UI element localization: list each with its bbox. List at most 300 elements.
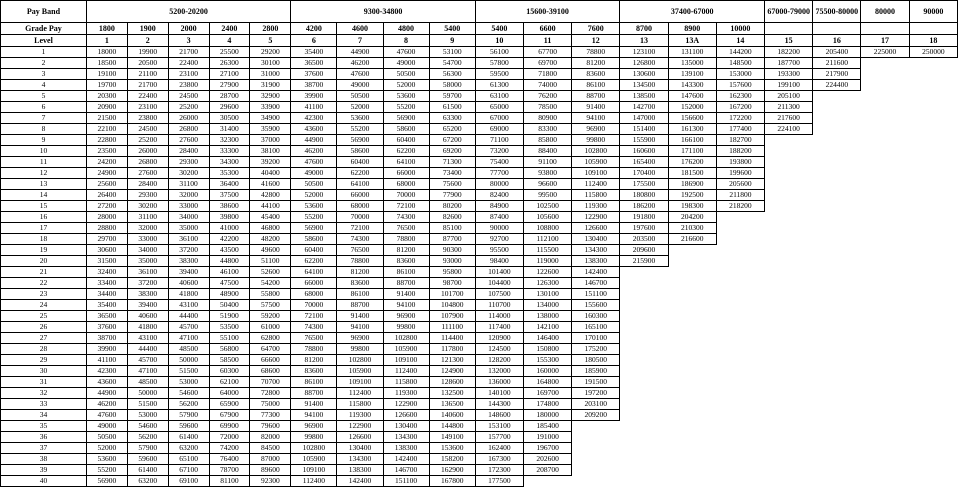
pay-cell: [716, 223, 764, 234]
pay-cell: [813, 366, 861, 377]
pay-cell: 30600: [86, 245, 127, 256]
pay-cell: 53000: [127, 410, 168, 421]
pay-cell: 99500: [523, 190, 571, 201]
pay-cell: 177500: [475, 476, 523, 487]
pay-cell: 147600: [668, 91, 716, 102]
grade-pay-cell: 4600: [337, 23, 383, 35]
pay-cell: [813, 278, 861, 289]
pay-band-header: 9300-34800: [291, 1, 475, 23]
pay-cell: 250000: [909, 47, 957, 58]
pay-cell: 130100: [523, 289, 571, 300]
pay-cell: [861, 333, 909, 344]
pay-cell: 188200: [716, 146, 764, 157]
pay-cell: 50000: [168, 355, 209, 366]
pay-cell: 22400: [127, 91, 168, 102]
pay-cell: 197200: [572, 388, 620, 399]
pay-cell: [716, 289, 764, 300]
pay-cell: 92300: [250, 476, 291, 487]
pay-cell: 28800: [86, 223, 127, 234]
level-index-cell: 11: [1, 157, 87, 168]
pay-cell: 43100: [168, 300, 209, 311]
pay-cell: 84500: [250, 443, 291, 454]
pay-cell: 101400: [475, 267, 523, 278]
pay-cell: [620, 443, 668, 454]
pay-cell: 79600: [250, 421, 291, 432]
pay-cell: 63300: [429, 113, 475, 124]
pay-cell: 60400: [291, 245, 337, 256]
pay-cell: [813, 179, 861, 190]
pay-cell: 144200: [716, 47, 764, 58]
pay-cell: 46200: [86, 399, 127, 410]
table-row: [1, 311, 958, 322]
pay-cell: 166100: [668, 135, 716, 146]
pay-cell: 78800: [383, 234, 429, 245]
pay-cell: [861, 234, 909, 245]
pay-cell: [620, 344, 668, 355]
pay-cell: 115500: [523, 245, 571, 256]
pay-cell: 95800: [429, 267, 475, 278]
pay-cell: 60400: [337, 157, 383, 168]
pay-cell: 114400: [429, 333, 475, 344]
pay-cell: [668, 278, 716, 289]
pay-cell: 112400: [291, 476, 337, 487]
pay-cell: [909, 256, 957, 267]
pay-cell: 150800: [523, 344, 571, 355]
pay-cell: 29700: [86, 234, 127, 245]
pay-cell: 49000: [337, 80, 383, 91]
pay-cell: 93800: [523, 168, 571, 179]
pay-cell: [909, 245, 957, 256]
pay-cell: 51900: [209, 311, 250, 322]
pay-cell: [620, 465, 668, 476]
pay-cell: 71300: [429, 157, 475, 168]
pay-cell: 208700: [523, 465, 571, 476]
pay-cell: 30500: [209, 113, 250, 124]
pay-cell: [716, 432, 764, 443]
pay-cell: 86100: [291, 377, 337, 388]
pay-cell: 81200: [572, 58, 620, 69]
pay-cell: [909, 102, 957, 113]
pay-cell: 134300: [337, 454, 383, 465]
pay-cell: 28400: [168, 146, 209, 157]
pay-cell: 96600: [523, 179, 571, 190]
pay-cell: [620, 355, 668, 366]
pay-cell: 29300: [127, 190, 168, 201]
pay-cell: 53500: [209, 322, 250, 333]
pay-cell: 130600: [620, 69, 668, 80]
pay-cell: [765, 300, 813, 311]
pay-cell: 99800: [337, 344, 383, 355]
pay-cell: 138300: [337, 465, 383, 476]
pay-cell: 37200: [168, 245, 209, 256]
pay-cell: [909, 344, 957, 355]
pay-cell: 175500: [620, 179, 668, 190]
level-index-cell: 35: [1, 421, 87, 432]
pay-cell: 29300: [168, 157, 209, 168]
pay-cell: 77300: [250, 410, 291, 421]
pay-cell: [813, 146, 861, 157]
pay-cell: 31500: [86, 256, 127, 267]
pay-cell: 119000: [523, 256, 571, 267]
pay-cell: 88700: [572, 91, 620, 102]
pay-cell: 41100: [86, 355, 127, 366]
table-row: [1, 124, 958, 135]
pay-cell: 23500: [86, 146, 127, 157]
level-index-cell: 10: [1, 146, 87, 157]
pay-cell: 52000: [337, 102, 383, 113]
pay-cell: 21700: [168, 47, 209, 58]
pay-cell: 76400: [209, 454, 250, 465]
pay-cell: 191000: [523, 432, 571, 443]
level-index-cell: 28: [1, 344, 87, 355]
pay-cell: 34400: [86, 289, 127, 300]
level-index-cell: 6: [1, 102, 87, 113]
pay-cell: 76500: [291, 333, 337, 344]
pay-cell: 86100: [572, 80, 620, 91]
pay-cell: 216600: [668, 234, 716, 245]
pay-cell: [861, 267, 909, 278]
pay-cell: 209200: [572, 410, 620, 421]
pay-cell: 128200: [475, 355, 523, 366]
pay-cell: [813, 465, 861, 476]
pay-cell: [813, 201, 861, 212]
pay-cell: 142700: [620, 102, 668, 113]
pay-cell: 170100: [572, 333, 620, 344]
pay-cell: [620, 289, 668, 300]
pay-cell: 96900: [383, 311, 429, 322]
pay-cell: [861, 201, 909, 212]
pay-cell: 27200: [86, 201, 127, 212]
pay-cell: 117400: [475, 322, 523, 333]
table-row: [1, 223, 958, 234]
pay-cell: [620, 377, 668, 388]
pay-cell: 75600: [429, 179, 475, 190]
pay-cell: 182200: [765, 47, 813, 58]
pay-cell: 35300: [209, 168, 250, 179]
pay-band-header: 67000-79000: [765, 1, 813, 23]
pay-cell: 39200: [250, 157, 291, 168]
pay-cell: 33000: [168, 201, 209, 212]
pay-cell: 96900: [572, 124, 620, 135]
pay-cell: 46200: [337, 58, 383, 69]
pay-cell: 102800: [383, 333, 429, 344]
pay-cell: [765, 388, 813, 399]
pay-cell: 53600: [291, 201, 337, 212]
level-index-cell: 22: [1, 278, 87, 289]
level-header-cell: 13: [620, 35, 668, 47]
pay-cell: 61500: [429, 102, 475, 113]
pay-cell: [813, 377, 861, 388]
pay-cell: 157600: [716, 80, 764, 91]
pay-cell: 56900: [337, 135, 383, 146]
pay-cell: 155600: [572, 300, 620, 311]
pay-cell: [572, 454, 620, 465]
level-index-cell: 13: [1, 179, 87, 190]
pay-cell: 67200: [429, 135, 475, 146]
pay-cell: [909, 124, 957, 135]
pay-cell: 169700: [523, 388, 571, 399]
pay-cell: 160600: [620, 146, 668, 157]
pay-cell: 160300: [572, 311, 620, 322]
grade-pay-cell: 2000: [168, 23, 209, 35]
pay-cell: 78500: [523, 102, 571, 113]
pay-cell: 65000: [475, 102, 523, 113]
pay-cell: [765, 135, 813, 146]
pay-cell: [813, 322, 861, 333]
pay-cell: 191800: [620, 212, 668, 223]
pay-cell: [813, 344, 861, 355]
pay-cell: 41000: [209, 223, 250, 234]
pay-cell: [861, 410, 909, 421]
pay-cell: 20500: [127, 58, 168, 69]
table-row: [1, 245, 958, 256]
pay-cell: [716, 399, 764, 410]
pay-cell: 151400: [620, 124, 668, 135]
pay-cell: 157700: [475, 432, 523, 443]
pay-cell: [909, 69, 957, 80]
pay-cell: 53600: [86, 454, 127, 465]
pay-cell: 172200: [716, 113, 764, 124]
table-row: [1, 58, 958, 69]
pay-cell: 88700: [337, 300, 383, 311]
pay-cell: [716, 454, 764, 465]
pay-cell: 105900: [572, 157, 620, 168]
pay-cell: 42200: [209, 234, 250, 245]
pay-cell: 35900: [250, 124, 291, 135]
pay-cell: [909, 58, 957, 69]
pay-cell: 26000: [127, 146, 168, 157]
table-row: [1, 421, 958, 432]
table-row: [1, 454, 958, 465]
pay-cell: 105900: [383, 344, 429, 355]
pay-cell: [813, 333, 861, 344]
pay-cell: 98400: [475, 256, 523, 267]
pay-cell: 88400: [523, 146, 571, 157]
pay-cell: 64100: [337, 179, 383, 190]
pay-cell: 30100: [250, 58, 291, 69]
pay-cell: 52000: [86, 443, 127, 454]
pay-cell: [572, 443, 620, 454]
pay-cell: [909, 465, 957, 476]
pay-cell: 138500: [620, 91, 668, 102]
pay-cell: 48900: [209, 289, 250, 300]
pay-cell: 134300: [572, 245, 620, 256]
table-row: [1, 399, 958, 410]
pay-cell: 124900: [429, 366, 475, 377]
level-header-cell: 3: [168, 35, 209, 47]
pay-cell: 146700: [572, 278, 620, 289]
pay-cell: 102800: [337, 355, 383, 366]
pay-cell: 24500: [168, 91, 209, 102]
pay-cell: 47600: [383, 47, 429, 58]
pay-cell: [668, 377, 716, 388]
table-row: [1, 443, 958, 454]
pay-cell: 57900: [168, 410, 209, 421]
pay-cell: 31000: [250, 69, 291, 80]
pay-cell: 130400: [383, 421, 429, 432]
level-index-cell: 8: [1, 124, 87, 135]
pay-cell: 56200: [127, 432, 168, 443]
pay-cell: [765, 157, 813, 168]
pay-cell: 45700: [168, 322, 209, 333]
pay-cell: 48500: [168, 344, 209, 355]
pay-cell: [909, 322, 957, 333]
pay-cell: 41800: [127, 322, 168, 333]
pay-cell: 144300: [475, 399, 523, 410]
pay-cell: [861, 388, 909, 399]
pay-cell: 193800: [716, 157, 764, 168]
pay-cell: 39400: [168, 267, 209, 278]
pay-cell: [909, 179, 957, 190]
pay-cell: [716, 311, 764, 322]
pay-cell: [668, 399, 716, 410]
pay-cell: 211300: [765, 102, 813, 113]
pay-cell: 36500: [86, 311, 127, 322]
pay-cell: 72100: [337, 223, 383, 234]
pay-cell: 136000: [475, 377, 523, 388]
pay-cell: 21700: [127, 80, 168, 91]
pay-cell: 205400: [813, 47, 861, 58]
level-header-cell: 15: [765, 35, 813, 47]
pay-cell: [765, 410, 813, 421]
pay-cell: 62100: [209, 377, 250, 388]
pay-cell: [861, 377, 909, 388]
pay-cell: 112400: [383, 366, 429, 377]
pay-cell: [572, 421, 620, 432]
pay-cell: [572, 465, 620, 476]
pay-cell: 27900: [209, 80, 250, 91]
pay-cell: 69000: [475, 124, 523, 135]
pay-cell: 23100: [168, 69, 209, 80]
pay-cell: 51100: [250, 256, 291, 267]
pay-cell: 53000: [168, 377, 209, 388]
pay-cell: 34300: [209, 157, 250, 168]
pay-cell: [668, 443, 716, 454]
pay-cell: [813, 432, 861, 443]
pay-cell: 152000: [668, 102, 716, 113]
table-row: [1, 102, 958, 113]
pay-cell: [861, 212, 909, 223]
pay-cell: 105900: [291, 454, 337, 465]
pay-cell: 95500: [475, 245, 523, 256]
pay-cell: [668, 333, 716, 344]
pay-cell: [909, 300, 957, 311]
pay-cell: 70000: [337, 212, 383, 223]
pay-cell: 167200: [716, 102, 764, 113]
pay-cell: [668, 256, 716, 267]
pay-cell: 47100: [168, 333, 209, 344]
level-header-cell: 1: [86, 35, 127, 47]
pay-cell: 151100: [383, 476, 429, 487]
pay-cell: 94100: [572, 113, 620, 124]
pay-cell: 69700: [523, 58, 571, 69]
pay-cell: 167800: [429, 476, 475, 487]
level-index-cell: 26: [1, 322, 87, 333]
pay-cell: 94100: [337, 322, 383, 333]
pay-cell: 49000: [86, 421, 127, 432]
pay-cell: 109100: [337, 377, 383, 388]
pay-cell: 90300: [429, 245, 475, 256]
level-index-cell: 25: [1, 311, 87, 322]
pay-cell: 25600: [86, 179, 127, 190]
pay-cell: [861, 355, 909, 366]
pay-cell: 24500: [127, 124, 168, 135]
pay-cell: [909, 234, 957, 245]
pay-cell: 25500: [209, 47, 250, 58]
pay-cell: 55200: [383, 102, 429, 113]
pay-cell: 35000: [168, 223, 209, 234]
table-row: [1, 179, 958, 190]
pay-band-header: 75500-80000: [813, 1, 861, 23]
pay-cell: 224400: [813, 80, 861, 91]
grade-pay-cell: 1800: [86, 23, 127, 35]
pay-cell: 30200: [127, 201, 168, 212]
pay-cell: 134500: [620, 80, 668, 91]
pay-cell: 96900: [291, 421, 337, 432]
pay-cell: 56900: [86, 476, 127, 487]
pay-cell: [765, 355, 813, 366]
pay-cell: 112400: [337, 388, 383, 399]
level-header-cell: 13A: [668, 35, 716, 47]
pay-cell: [813, 256, 861, 267]
pay-cell: 170400: [620, 168, 668, 179]
pay-cell: 196700: [523, 443, 571, 454]
pay-cell: 77900: [429, 190, 475, 201]
pay-cell: 31100: [168, 179, 209, 190]
pay-cell: 50500: [383, 69, 429, 80]
pay-cell: [620, 421, 668, 432]
pay-cell: 23800: [127, 113, 168, 124]
pay-cell: [765, 201, 813, 212]
pay-cell: [765, 476, 813, 487]
pay-cell: 99800: [572, 135, 620, 146]
pay-cell: 61400: [168, 432, 209, 443]
table-row: [1, 377, 958, 388]
pay-cell: 88700: [383, 278, 429, 289]
pay-cell: [861, 289, 909, 300]
pay-cell: 70000: [383, 190, 429, 201]
pay-cell: [813, 223, 861, 234]
pay-cell: 81200: [291, 355, 337, 366]
pay-cell: [620, 410, 668, 421]
table-row: [1, 256, 958, 267]
pay-cell: 76500: [383, 223, 429, 234]
grade-pay-cell: [861, 23, 909, 35]
pay-cell: 56900: [383, 113, 429, 124]
level-header-cell: 10: [475, 35, 523, 47]
pay-cell: [716, 421, 764, 432]
pay-cell: 23800: [168, 80, 209, 91]
pay-cell: 64000: [209, 388, 250, 399]
pay-cell: [668, 300, 716, 311]
pay-cell: 42800: [250, 190, 291, 201]
grade-pay-cell: 2400: [209, 23, 250, 35]
pay-cell: 43600: [86, 377, 127, 388]
pay-cell: 25200: [127, 135, 168, 146]
pay-cell: 52600: [250, 267, 291, 278]
pay-cell: [765, 465, 813, 476]
pay-cell: 130400: [572, 234, 620, 245]
level-index-cell: 24: [1, 300, 87, 311]
pay-cell: 151100: [572, 289, 620, 300]
pay-cell: 107900: [429, 311, 475, 322]
pay-cell: [909, 278, 957, 289]
table-row: [1, 234, 958, 245]
pay-cell: [861, 421, 909, 432]
pay-cell: 63200: [127, 476, 168, 487]
pay-cell: 21500: [86, 113, 127, 124]
pay-cell: [861, 322, 909, 333]
